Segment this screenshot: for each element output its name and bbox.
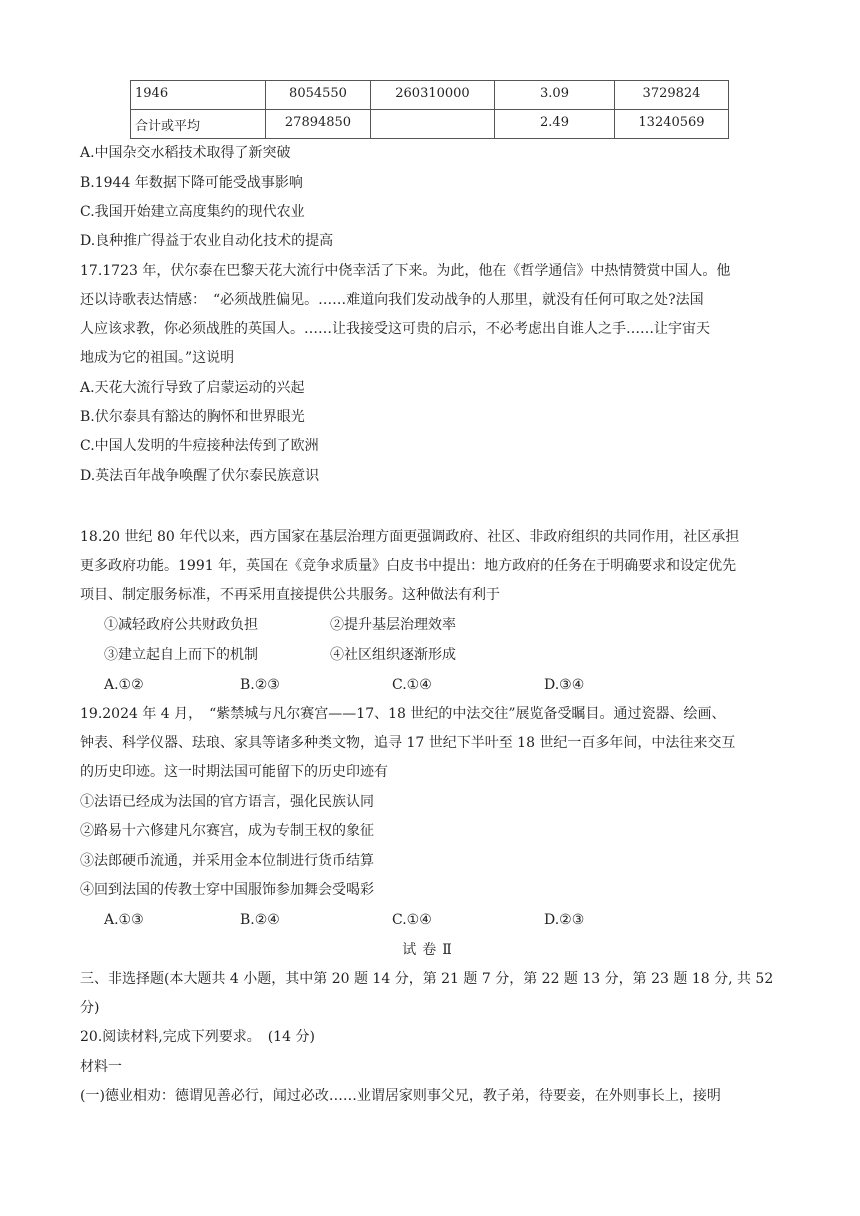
q18-item-2: ②提升基层治理效率 xyxy=(330,617,456,633)
table-cell: 260310000 xyxy=(371,81,495,110)
q19-choice-d: D.②③ xyxy=(544,912,585,928)
q20-material-label: 材料一 xyxy=(80,1059,122,1075)
section-3-heading: 三、非选择题(本大题共 4 小题，其中第 20 题 14 分，第 21 题 7 分，第 22 题 13 分，第 23 题 18 分, 共 52 xyxy=(80,971,774,987)
data-table xyxy=(130,80,729,139)
table-cell: 2.49 xyxy=(495,110,615,139)
table-cell: 3729824 xyxy=(615,81,729,110)
q19-stem-line: 19.2024 年 4 月， “紫禁城与凡尔赛宫——17、18 世纪的中法交往”展览备受瞩目。通过瓷器、绘画、 xyxy=(80,706,726,722)
q17-option-a: A.天花大流行导致了启蒙运动的兴起 xyxy=(80,380,305,396)
q16-option-b: B.1944 年数据下降可能受战事影响 xyxy=(80,175,303,191)
table-row xyxy=(131,110,729,139)
q18-item-3: ③建立起自上而下的机制 xyxy=(104,647,258,663)
table-cell: 合计或平均 xyxy=(131,110,266,139)
q17-stem-line: 17.1723 年，伏尔泰在巴黎天花大流行中侥幸活了下来。为此，他在《哲学通信》中热情赞赏中国人。他 xyxy=(80,263,731,279)
q18-choice-a: A.①② xyxy=(104,677,144,693)
q18-stem-line: 项目、制定服务标准，不再采用直接提供公共服务。这种做法有利于 xyxy=(80,587,500,603)
q17-option-b: B.伏尔泰具有豁达的胸怀和世界眼光 xyxy=(80,409,305,425)
q16-option-c: C.我国开始建立高度集约的现代农业 xyxy=(80,204,305,220)
q19-choice-b: B.②④ xyxy=(240,912,280,928)
q17-stem-line: 人应该求教，你必须战胜的英国人。……让我接受这可贵的启示，不必考虑出自谁人之手……让宇宙天 xyxy=(80,321,710,337)
table-cell: 8054550 xyxy=(266,81,371,110)
q17-option-d: D.英法百年战争唤醒了伏尔泰民族意识 xyxy=(80,468,320,484)
q19-stem-line: 的历史印迹。这一时期法国可能留下的历史印迹有 xyxy=(80,764,388,780)
q16-option-d: D.良种推广得益于农业自动化技术的提高 xyxy=(80,233,334,249)
q18-item-1: ①减轻政府公共财政负担 xyxy=(104,617,258,633)
q19-item-1: ①法语已经成为法国的官方语言，强化民族认同 xyxy=(80,794,374,810)
table-row xyxy=(131,81,729,110)
q18-choice-b: B.②③ xyxy=(240,677,280,693)
q19-item-4: ④回到法国的传教士穿中国服饰参加舞会受喝彩 xyxy=(80,882,374,898)
q18-item-4: ④社区组织逐渐形成 xyxy=(330,647,456,663)
table-cell: 13240569 xyxy=(615,110,729,139)
q18-stem-line: 18.20 世纪 80 年代以来，西方国家在基层治理方面更强调政府、社区、非政府组织的共同作用，社区承担 xyxy=(80,529,740,545)
q16-option-a: A.中国杂交水稻技术取得了新突破 xyxy=(80,145,291,161)
q19-choice-a: A.①③ xyxy=(104,912,144,928)
q19-stem-line: 钟表、科学仪器、珐琅、家具等诸多种类文物，追寻 17 世纪下半叶至 18 世纪一百多年间，中法往来交互 xyxy=(80,735,736,751)
q18-choice-c: C.①④ xyxy=(392,677,432,693)
q18-stem-line: 更多政府功能。1991 年，英国在《竞争求质量》白皮书中提出：地方政府的任务在于明确要求和设定优先 xyxy=(80,558,737,574)
table-cell: 27894850 xyxy=(266,110,371,139)
table-cell xyxy=(371,110,495,139)
q19-item-3: ③法郎硬币流通，并采用金本位制进行货币结算 xyxy=(80,853,374,869)
q20-material-line: (一)德业相劝：德谓见善必行，闻过必改……业谓居家则事父兄，教子弟，待要妾，在外则事长上，接明 xyxy=(80,1088,721,1104)
table-cell: 1946 xyxy=(131,81,266,110)
q17-stem-line: 地成为它的祖国。”这说明 xyxy=(80,350,235,366)
q20-stem: 20.阅读材料,完成下列要求。 (14 分) xyxy=(80,1029,315,1045)
table-cell: 3.09 xyxy=(495,81,615,110)
q18-choice-d: D.③④ xyxy=(544,677,585,693)
q17-option-c: C.中国人发明的牛痘接种法传到了欧洲 xyxy=(80,438,319,454)
section-3-heading-cont: 分) xyxy=(80,1000,100,1016)
q17-stem-line: 还以诗歌表达情感： “必须战胜偏见。……难道向我们发动战争的人那里，就没有任何可取之处?法国 xyxy=(80,292,704,308)
q19-item-2: ②路易十六修建凡尔赛宫，成为专制王权的象征 xyxy=(80,823,374,839)
q19-choice-c: C.①④ xyxy=(392,912,432,928)
paper-2-title: 试卷Ⅱ xyxy=(402,942,458,958)
